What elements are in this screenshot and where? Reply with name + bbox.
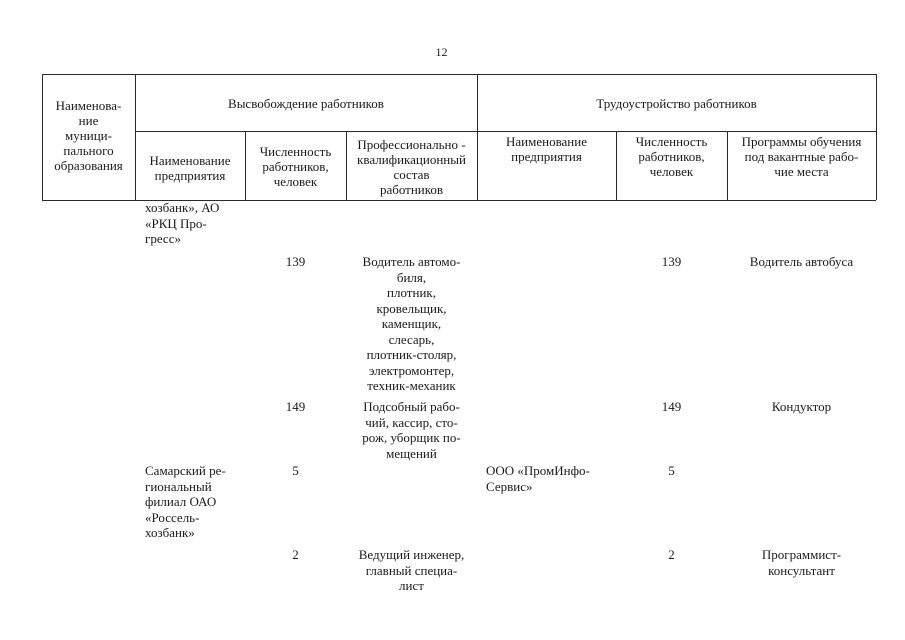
header-text-line: пального <box>63 143 114 158</box>
cell-text-line: филиал ОАО <box>145 494 217 509</box>
qualification-cell <box>346 547 477 594</box>
header-employment-enterprise <box>477 134 616 164</box>
header-qualification <box>346 137 477 197</box>
cell-text-line: хозбанк» <box>145 525 195 540</box>
header-text-line: работников, <box>262 159 329 174</box>
header-text-line: человек <box>273 174 318 189</box>
header-text-line: человек <box>649 164 694 179</box>
cell-text-line: каменщик, <box>381 316 442 331</box>
cell-text-line: Водитель автобуса <box>749 254 854 269</box>
release-count-cell: 5 <box>292 463 299 478</box>
header-text-line: Программы обучения <box>741 134 862 149</box>
cell-text-line: Водитель автомо- <box>362 254 461 269</box>
cell-text-line: гиональный <box>145 478 212 494</box>
cell-text-line: электромонтер, <box>368 362 455 378</box>
header-text-line: чие места <box>774 164 829 179</box>
table-header <box>42 74 876 200</box>
cell-text-line: Подсобный рабо- <box>363 399 460 414</box>
header-text-line: Наименование <box>149 153 231 168</box>
cell-text-line: гресс» <box>145 231 181 246</box>
release-enterprise-cell <box>145 463 226 541</box>
header-text-line: состав <box>393 167 430 182</box>
cell-text-line: Ведущий инженер, <box>358 547 465 562</box>
header-text-line: Численность <box>259 144 332 159</box>
cell-text-line: плотник, <box>387 285 436 300</box>
cell-text-line: плотник-столяр, <box>366 347 457 362</box>
release-count-cell: 149 <box>285 399 306 414</box>
employment-count-cell: 139 <box>661 254 682 269</box>
header-text-line: Наименование <box>506 134 587 149</box>
release-count-cell: 2 <box>292 547 299 562</box>
header-text-line: Численность <box>635 134 708 149</box>
table-border-right <box>876 74 877 200</box>
cell-text-line: «РКЦ Про- <box>145 215 207 231</box>
header-municipality <box>42 98 135 173</box>
cell-text-line: слесарь, <box>388 331 435 347</box>
header-release-group: Высвобождение работников <box>228 96 384 111</box>
cell-text-line: Сервис» <box>486 478 533 494</box>
employment-count-cell: 2 <box>668 547 675 562</box>
header-text-line: предприятия <box>154 168 226 183</box>
employment-count-cell: 5 <box>668 463 675 478</box>
release-enterprise-cell <box>145 200 219 247</box>
header-text-line: работников <box>379 182 444 197</box>
page-number: 12 <box>435 45 448 59</box>
cell-text-line: биля, <box>396 269 427 285</box>
cell-text-line: мещений <box>386 445 437 461</box>
cell-text-line: консультант <box>768 562 835 578</box>
header-text-line: Профессионально - <box>357 137 466 152</box>
header-employment-count <box>616 134 727 179</box>
program-cell <box>727 254 876 270</box>
release-count-cell: 139 <box>285 254 306 269</box>
header-text-line: работников, <box>638 149 705 164</box>
header-group-divider <box>135 131 876 132</box>
header-text-line: образования <box>54 158 123 173</box>
program-cell <box>727 547 876 578</box>
qualification-cell <box>346 254 477 394</box>
qualification-cell <box>346 399 477 461</box>
header-text-line: ние <box>78 113 99 128</box>
cell-text-line: чий, кассир, сто- <box>365 414 458 430</box>
cell-text-line: рож, уборщик по- <box>362 430 461 445</box>
program-cell <box>727 399 876 415</box>
cell-text-line: ООО «ПромИнфо- <box>486 463 590 478</box>
employment-count-cell: 149 <box>661 399 682 414</box>
cell-text-line: лист <box>399 578 424 593</box>
header-text-line: предприятия <box>511 149 582 164</box>
cell-text-line: Кондуктор <box>771 399 832 414</box>
cell-text-line: техник-механик <box>367 378 456 393</box>
employment-enterprise-cell <box>486 463 590 494</box>
header-release-count <box>245 144 346 189</box>
header-text-line: под вакантные рабо- <box>744 149 859 164</box>
cell-text-line: «Россель- <box>145 509 200 525</box>
header-text-line: квалификационный <box>357 152 466 167</box>
cell-text-line: главный специа- <box>365 562 458 578</box>
cell-text-line: Самарский ре- <box>145 463 226 478</box>
header-text-line: муници- <box>65 128 112 143</box>
table-border-top <box>42 74 876 75</box>
cell-text-line: хозбанк», АО <box>145 200 220 215</box>
header-programs <box>727 134 876 179</box>
header-release-enterprise <box>135 153 245 183</box>
header-text-line: Наименова- <box>55 98 122 113</box>
header-employment-group: Трудоустройство работников <box>596 96 757 111</box>
cell-text-line: Программист- <box>761 547 842 562</box>
cell-text-line: кровельщик, <box>376 300 447 316</box>
